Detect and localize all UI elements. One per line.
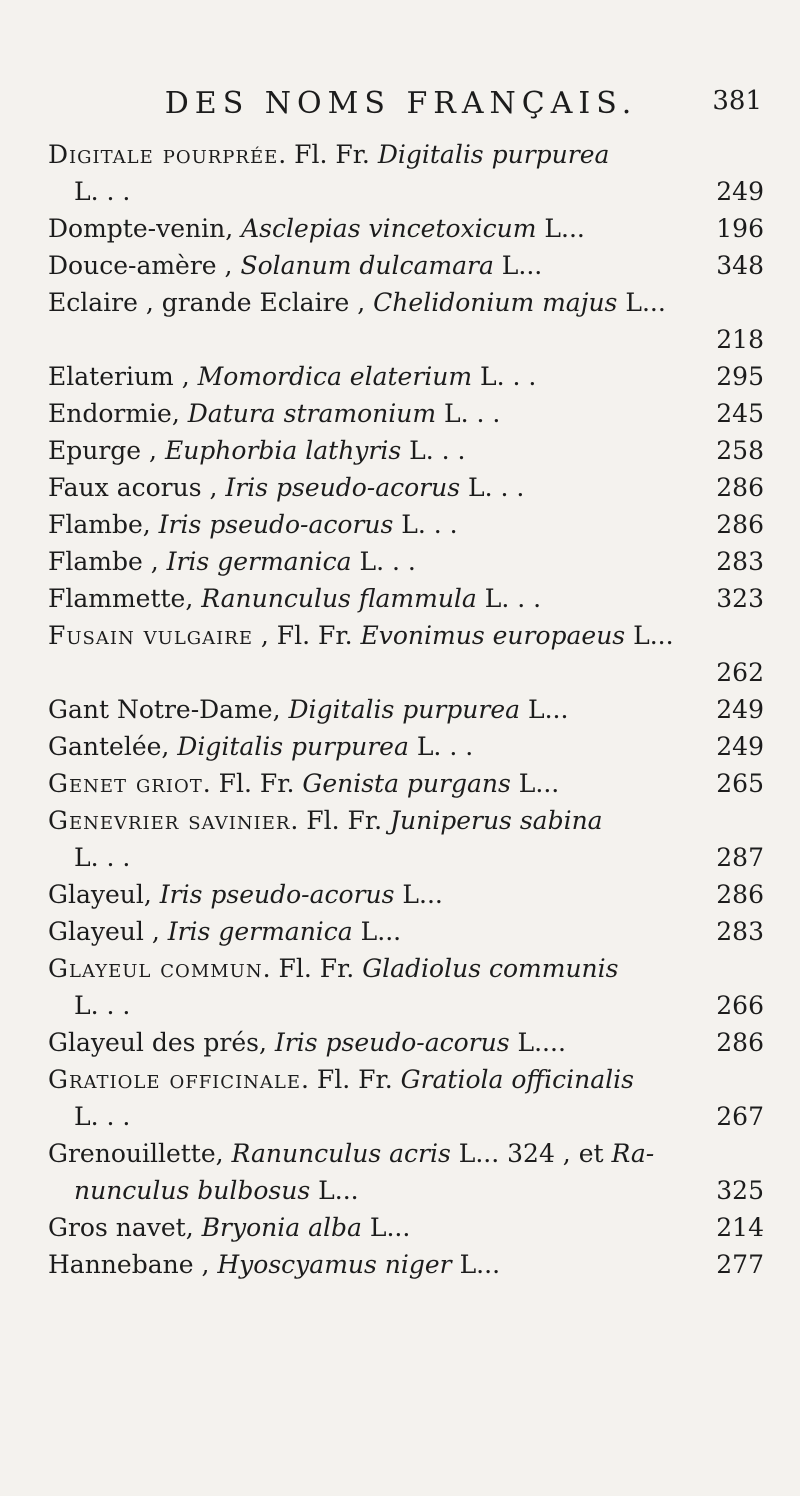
common-name: Epurge , — [48, 436, 165, 465]
entry-line — [48, 913, 764, 950]
latin-name: Digitalis purpurea — [377, 140, 610, 169]
author-abbrev: L... — [352, 917, 402, 946]
entry-text — [48, 284, 666, 321]
entry-line — [48, 1098, 764, 1135]
index-entry — [48, 913, 764, 950]
entry-text — [74, 987, 130, 1024]
common-name: Glayeul des prés, — [48, 1028, 275, 1057]
entry-line — [48, 802, 764, 839]
latin-name: Gratiola officinalis — [400, 1065, 634, 1094]
latin-name: nunculus bulbosus — [74, 1176, 311, 1205]
entry-text — [48, 1024, 566, 1061]
index-entry — [48, 432, 764, 469]
page-reference: 265 — [716, 769, 764, 798]
author-abbrev: L... — [625, 621, 674, 650]
author-abbrev: L. . . — [460, 473, 525, 502]
index-entry — [48, 765, 764, 802]
entry-text — [48, 432, 466, 469]
common-name: . Fl. Fr. — [301, 1065, 401, 1094]
author-abbrev: L... — [361, 1213, 411, 1242]
entry-text — [48, 506, 458, 543]
page-reference: 283 — [716, 547, 764, 576]
latin-name: Ranunculus flammula — [201, 584, 477, 613]
page-reference: 196 — [716, 214, 764, 243]
index-entry — [48, 802, 764, 876]
entry-text — [48, 913, 401, 950]
index-entry — [48, 210, 764, 247]
page-reference: 295 — [716, 362, 764, 391]
entry-text — [48, 358, 536, 395]
common-name: Grenouillette, — [48, 1139, 232, 1168]
page-reference: 214 — [716, 1213, 764, 1242]
entry-line — [48, 506, 764, 543]
latin-name: Evonimus europaeus — [360, 621, 626, 650]
entry-text — [48, 469, 524, 506]
entry-line — [48, 1135, 764, 1172]
author-abbrev: L... — [394, 880, 443, 909]
entry-text — [48, 950, 618, 987]
page-reference: 266 — [716, 991, 764, 1020]
index-entry — [48, 1024, 764, 1061]
common-name: Flambe, — [48, 510, 159, 539]
entry-line — [48, 876, 764, 913]
author-abbrev: L... — [310, 1176, 359, 1205]
author-abbrev: L... — [617, 288, 666, 317]
page-reference: 249 — [716, 695, 764, 724]
entry-text — [48, 1061, 634, 1098]
index-entry — [48, 284, 764, 358]
entry-text — [48, 580, 541, 617]
latin-name: Iris pseudo-acorus — [225, 473, 461, 502]
entry-text — [48, 691, 568, 728]
entry-line — [48, 1024, 764, 1061]
common-name: . Fl. Fr. — [290, 806, 390, 835]
latin-name: Solanum dulcamara — [240, 251, 494, 280]
index-entry — [48, 617, 764, 691]
entry-line — [48, 654, 764, 691]
author-abbrev: L... 324 , et — [450, 1139, 612, 1168]
entry-line — [48, 358, 764, 395]
entry-line — [48, 247, 764, 284]
entry-line — [48, 765, 764, 802]
common-name: Endormie, — [48, 399, 188, 428]
entry-line — [48, 617, 764, 654]
index-entry — [48, 1246, 764, 1283]
common-name-smallcaps: Glayeul commun — [48, 954, 263, 983]
index-entry — [48, 876, 764, 913]
author-abbrev: L. . . — [393, 510, 458, 539]
latin-name: Ranunculus acris — [231, 1139, 451, 1168]
page-reference: 286 — [716, 880, 764, 909]
entry-line — [48, 321, 764, 358]
index-entry — [48, 395, 764, 432]
entry-text — [48, 876, 443, 913]
entry-line — [48, 1246, 764, 1283]
latin-name: Iris pseudo-acorus — [158, 510, 394, 539]
page-reference: 267 — [716, 1102, 764, 1131]
author-abbrev: L. . . — [476, 584, 542, 613]
entry-text — [48, 247, 542, 284]
entry-text — [74, 839, 130, 876]
entry-text — [48, 1246, 500, 1283]
latin-name: Iris pseudo-acorus — [159, 880, 395, 909]
common-name: Gros navet, — [48, 1213, 202, 1242]
entry-text — [48, 210, 585, 247]
page-reference: 283 — [716, 917, 764, 946]
common-name: Gant Notre-Dame, — [48, 695, 289, 724]
author-abbrev: L.... — [509, 1028, 566, 1057]
running-title: DES NOMS FRANÇAIS. — [164, 86, 638, 121]
common-name: , Fl. Fr. — [252, 621, 361, 650]
entry-text — [48, 543, 416, 580]
entry-line — [48, 136, 764, 173]
entry-line — [48, 987, 764, 1024]
entry-line — [48, 1172, 764, 1209]
index-entry — [48, 1135, 764, 1209]
entry-line — [48, 728, 764, 765]
author-abbrev: L... — [510, 769, 560, 798]
entry-text — [48, 802, 603, 839]
common-name: Glayeul, — [48, 880, 160, 909]
author-abbrev: L. . . — [436, 399, 501, 428]
latin-name: Digitalis purpurea — [177, 732, 409, 761]
latin-name: Iris germanica — [166, 547, 352, 576]
index-entry — [48, 1209, 764, 1246]
entry-text — [74, 1098, 130, 1135]
page-reference: 286 — [716, 473, 764, 502]
page-reference: 249 — [716, 732, 764, 761]
page-reference: 286 — [716, 510, 764, 539]
entry-text — [48, 1209, 410, 1246]
entry-line — [48, 543, 764, 580]
index-entry — [48, 580, 764, 617]
common-name: . Fl. Fr. — [278, 140, 378, 169]
index-entry — [48, 469, 764, 506]
entry-line — [48, 469, 764, 506]
latin-name: Juniperus sabina — [389, 806, 603, 835]
common-name: Hannebane , — [48, 1250, 218, 1279]
common-name-smallcaps: Genevrier savinier — [48, 806, 291, 835]
page-reference: 286 — [716, 1028, 764, 1057]
entry-line — [48, 691, 764, 728]
latin-name: Digitalis purpurea — [288, 695, 521, 724]
index-entry — [48, 543, 764, 580]
entry-text — [48, 395, 500, 432]
latin-name: Hyoscyamus niger — [217, 1250, 452, 1279]
author-abbrev: L. . . — [74, 991, 131, 1020]
entry-line — [48, 839, 764, 876]
latin-name: Genista purgans — [302, 769, 511, 798]
index-entry — [48, 247, 764, 284]
latin-name: Iris pseudo-acorus — [274, 1028, 510, 1057]
page-reference: 277 — [716, 1250, 764, 1279]
author-abbrev: L. . . — [408, 732, 474, 761]
entry-text — [74, 1172, 359, 1209]
entry-text — [48, 765, 559, 802]
author-abbrev: L... — [451, 1250, 501, 1279]
page-header — [40, 86, 762, 126]
common-name-smallcaps: Gratiole officinale — [48, 1065, 302, 1094]
page-number: 381 — [712, 86, 762, 116]
common-name: Elaterium , — [48, 362, 198, 391]
index-entries — [48, 136, 764, 1283]
index-entry — [48, 506, 764, 543]
entry-text — [74, 173, 130, 210]
index-entry — [48, 691, 764, 728]
entry-line — [48, 1061, 764, 1098]
page-reference: 325 — [716, 1176, 764, 1205]
common-name: . Fl. Fr. — [262, 954, 363, 983]
author-abbrev: L... — [536, 214, 585, 243]
index-entry — [48, 728, 764, 765]
page-reference: 245 — [716, 399, 764, 428]
common-name: Douce-amère , — [48, 251, 241, 280]
entry-text — [48, 1135, 654, 1172]
entry-line — [48, 284, 764, 321]
common-name: Faux acorus , — [48, 473, 226, 502]
page-reference: 287 — [716, 843, 764, 872]
author-abbrev: L. . . — [74, 843, 131, 872]
entry-line — [48, 210, 764, 247]
common-name: Dompte-venin, — [48, 214, 242, 243]
index-entry — [48, 1061, 764, 1135]
author-abbrev: L. . . — [401, 436, 466, 465]
author-abbrev: L... — [493, 251, 543, 280]
latin-name-continued: Ra- — [611, 1139, 655, 1168]
index-entry — [48, 358, 764, 395]
latin-name: Gladiolus communis — [362, 954, 619, 983]
entry-line — [48, 173, 764, 210]
common-name-smallcaps: Digitale pourprée — [48, 140, 279, 169]
page-reference: 249 — [716, 177, 764, 206]
entry-text — [48, 617, 674, 654]
common-name: . Fl. Fr. — [202, 769, 303, 798]
common-name: Flambe , — [48, 547, 167, 576]
common-name: Gantelée, — [48, 732, 178, 761]
latin-name: Momordica elaterium — [197, 362, 473, 391]
common-name: Glayeul , — [48, 917, 168, 946]
common-name: Eclaire , grande Eclaire , — [48, 288, 374, 317]
common-name-smallcaps: Fusain vulgaire — [48, 621, 253, 650]
common-name-smallcaps: Genet griot — [48, 769, 203, 798]
page-reference: 258 — [716, 436, 764, 465]
page-reference: 218 — [716, 325, 764, 354]
latin-name: Bryonia alba — [201, 1213, 362, 1242]
index-entry — [48, 136, 764, 210]
common-name: Flammette, — [48, 584, 202, 613]
latin-name: Euphorbia lathyris — [164, 436, 402, 465]
entry-line — [48, 580, 764, 617]
page-reference: 323 — [716, 584, 764, 613]
entry-text — [48, 136, 609, 173]
author-abbrev: L. . . — [74, 177, 131, 206]
page-reference: 262 — [716, 658, 764, 687]
entry-line — [48, 432, 764, 469]
page-reference: 348 — [716, 251, 764, 280]
author-abbrev: L... — [520, 695, 569, 724]
latin-name: Asclepias vincetoxicum — [241, 214, 537, 243]
author-abbrev: L. . . — [74, 1102, 131, 1131]
latin-name: Iris germanica — [167, 917, 353, 946]
author-abbrev: L. . . — [351, 547, 416, 576]
latin-name: Chelidonium majus — [373, 288, 618, 317]
entry-line — [48, 1209, 764, 1246]
latin-name: Datura stramonium — [187, 399, 437, 428]
author-abbrev: L. . . — [472, 362, 537, 391]
index-entry — [48, 950, 764, 1024]
entry-text — [48, 728, 473, 765]
entry-line — [48, 395, 764, 432]
entry-line — [48, 950, 764, 987]
